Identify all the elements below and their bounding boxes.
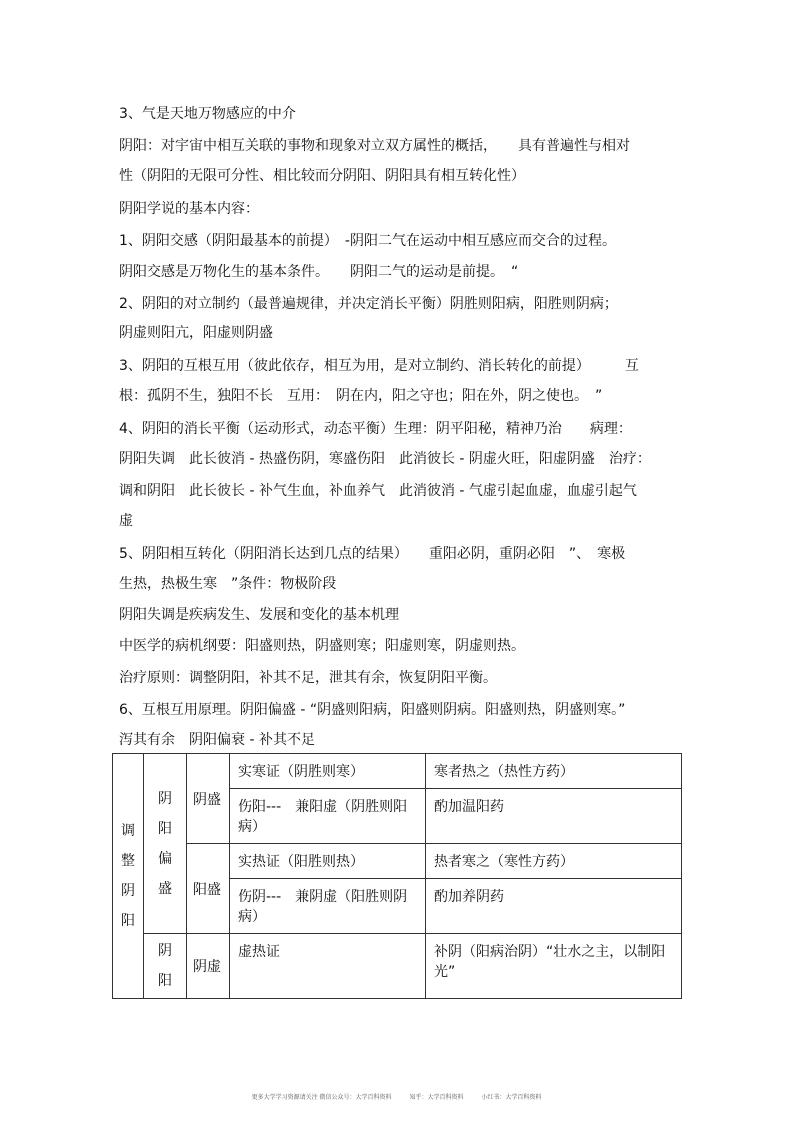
text-line: 阴阳学说的基本内容： — [119, 201, 259, 217]
text-line: 阴阳失调是疾病发生、发展和变化的基本机理 — [119, 607, 399, 623]
yin-yang-treatment-table — [112, 753, 682, 999]
group-label: 阴阳 — [158, 943, 172, 989]
text-line: 阴阳失调 此长彼消 - 热盛伤阴，寒盛伤阳 此消彼长 - 阴虚火旺，阳虚阴盛 治疗： — [119, 451, 651, 467]
table-row — [113, 844, 682, 879]
text-line: 根：孤阴不生，独阳不长 互用： 阴在内，阳之守也；阳在外，阴之使也。 ” — [119, 388, 603, 404]
text-line: 性（阴阳的无限可分性、相比较而分阴阳、阴阳具有相互转化性） — [119, 168, 525, 184]
text-line: 4、阴阳的消长平衡（运动形式，动态平衡）生理：阴平阳秘，精神乃治 病理： — [119, 421, 632, 437]
cell-yang-excess: 阳盛 — [187, 844, 230, 934]
symptom-cell: 实热证（阳胜则热） — [230, 844, 426, 879]
cell-yin-excess: 阴盛 — [187, 754, 230, 844]
text-line: 阴阳交感是万物化生的基本条件。 阴阳二气的运动是前提。 “ — [119, 264, 519, 280]
footer-zhihu: 知乎：大学百科资料 — [409, 1094, 464, 1101]
text-line: 阴虚则阳亢，阳虚则阴盛 — [119, 325, 273, 341]
text-line: 调和阴阳 此长彼长 - 补气生血，补血养气 此消彼消 - 气虚引起血虚，血虚引起气 — [119, 483, 637, 499]
text-line: 3、气是天地万物感应的中介 — [119, 106, 296, 122]
cell-yin-yang-deficiency — [144, 934, 187, 999]
text-line: 治疗原则：调整阴阳，补其不足，泄其有余，恢复阴阳平衡。 — [119, 670, 497, 686]
text-line: 3、阴阳的互根互用（彼此依存，相互为用，是对立制约、消长转化的前提） 互 — [119, 358, 639, 374]
treatment-cell: 酌加温阳药 — [426, 789, 682, 844]
text-line: 6、互根互用原理。阴阳偏盛 - “阴盛则阳病，阳盛则阴病。阳盛则热，阴盛则寒。” — [119, 702, 626, 718]
text-line: 中医学的病机纲要：阳盛则热，阴盛则寒；阳虚则寒，阴虚则热。 — [119, 638, 525, 654]
symptom-cell: 虚热证 — [230, 934, 426, 999]
cell-yin-deficiency: 阴虚 — [187, 934, 230, 999]
treatment-cell: 酌加养阴药 — [426, 879, 682, 934]
treatment-cell: 寒者热之（热性方药） — [426, 754, 682, 789]
treatment-cell: 补阴（阳病治阴）“壮水之主，以制阳光” — [426, 934, 682, 999]
text-line: 5、阴阳相互转化（阴阳消长达到几点的结果） 重阳必阴，重阴必阳 ”、 寒极 — [119, 546, 626, 562]
footer-xiaohongshu: 小红书：大学百科资料 — [481, 1094, 542, 1101]
group-label: 阴阳偏盛 — [158, 790, 172, 897]
text-line: 阴阳：对宇宙中相互关联的事物和现象对立双方属性的概括， 具有普遍性与相对 — [119, 138, 630, 154]
text-line: 泻其有余 阴阳偏衰 - 补其不足 — [119, 732, 315, 748]
table-row — [113, 754, 682, 789]
text-line: 2、阴阳的对立制约（最普遍规律，并决定消长平衡）阴胜则阳病，阳胜则阴病； — [119, 296, 618, 312]
text-line: 虚 — [119, 513, 133, 529]
text-line: 生热，热极生寒 ”条件：物极阶段 — [119, 576, 337, 592]
cell-adjust-yin-yang — [113, 754, 144, 999]
footer-wechat: 更多大学学习资源请关注 微信公众号：大学百科资料 — [251, 1094, 392, 1101]
text-line: 1、阴阳交感（阴阳最基本的前提） -阴阳二气在运动中相互感应而交合的过程。 — [119, 233, 616, 249]
page-footer — [0, 1094, 793, 1102]
cell-yin-yang-excess — [144, 754, 187, 934]
treatment-cell: 热者寒之（寒性方药） — [426, 844, 682, 879]
col-header-label: 调整阴阳 — [121, 823, 135, 929]
symptom-cell: 伤阴--- 兼阴虚（阳胜则阴病） — [230, 879, 426, 934]
symptom-cell: 伤阳--- 兼阳虚（阴胜则阳病） — [230, 789, 426, 844]
symptom-cell: 实寒证（阴胜则寒） — [230, 754, 426, 789]
